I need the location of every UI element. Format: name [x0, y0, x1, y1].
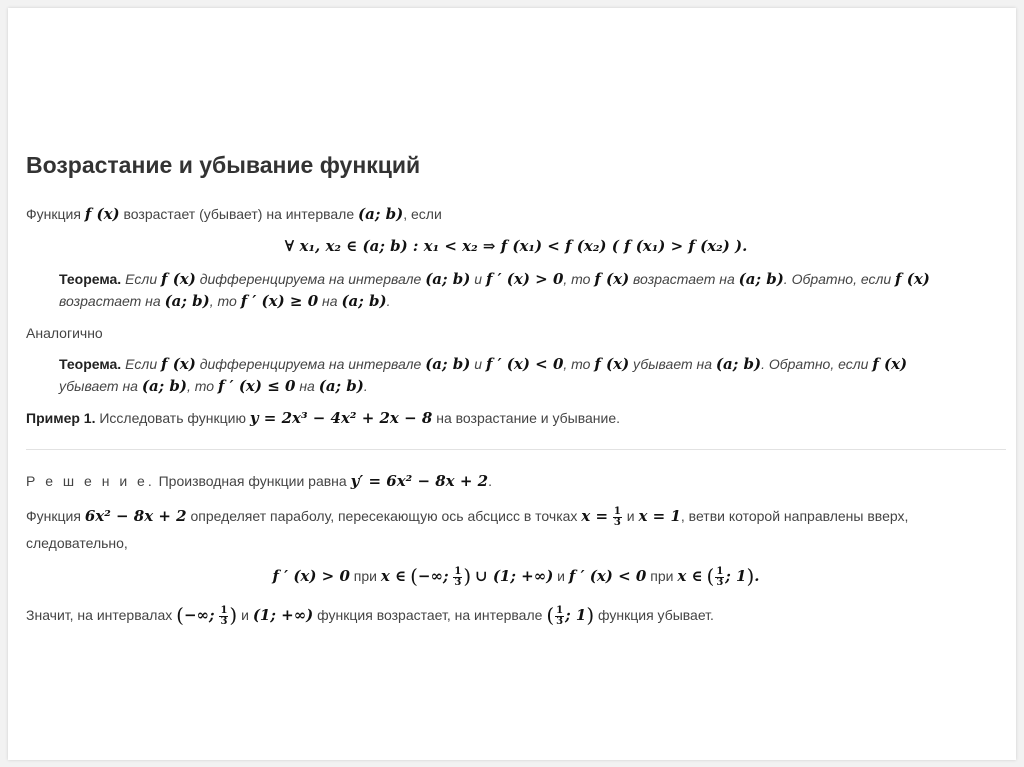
text: Если [121, 271, 162, 287]
math: f (x) [161, 270, 196, 288]
math: (a; b) [425, 270, 471, 288]
math: (a; b) [715, 355, 762, 373]
fraction-numerator: 1 [613, 506, 621, 517]
fraction-denominator: 3 [716, 576, 724, 588]
theorem-1-line-1 [59, 270, 930, 288]
math: . [754, 567, 760, 585]
text: , то [209, 293, 241, 309]
text: и [237, 607, 253, 623]
math: 6x² − 8x + 2 [84, 507, 187, 526]
definition-line [26, 205, 442, 223]
math: (a; b) [425, 355, 471, 373]
math: f ′ (x) > 0 [485, 270, 564, 288]
math: f (x) [872, 355, 908, 373]
paren-open: ( [706, 564, 715, 588]
fraction-numerator: 1 [716, 565, 724, 577]
example-label: Пример 1. [26, 410, 96, 426]
text: при [349, 568, 381, 584]
math-fx: f (x) [84, 205, 120, 223]
text: дифференцируема на интервале [195, 356, 426, 372]
analog-text: Аналогично [26, 325, 103, 341]
text: функция убывает. [594, 607, 714, 623]
theorem-2-line-2 [59, 377, 368, 395]
paren-close: ) [229, 603, 238, 627]
page-title: Возрастание и убывание функций [26, 152, 421, 178]
math: f (x) [594, 270, 630, 288]
text: , то [187, 378, 218, 394]
text: , ветви которой направлены вверх, [680, 508, 909, 525]
text: и [470, 271, 486, 287]
math: x = 1 [638, 507, 681, 526]
text: определяет параболу, пересекающую ось абсцисс в точках [186, 508, 582, 525]
text: возрастает на [59, 293, 165, 309]
math: x ∈ [677, 567, 703, 585]
math: (a; b) [141, 377, 188, 395]
theorem-label: Теорема. [59, 271, 122, 287]
fraction [219, 606, 228, 627]
math: x = [581, 507, 609, 526]
paren-close: ) [746, 564, 755, 588]
math: f (x) [161, 355, 196, 373]
math: f (x) [895, 270, 930, 288]
text: Исследовать функцию [95, 410, 250, 426]
math: f ′ (x) < 0 [568, 567, 647, 585]
parabola-line-1 [26, 507, 908, 528]
fraction-denominator: 3 [454, 576, 462, 588]
text: дифференцируема на интервале [195, 271, 426, 287]
text: и [622, 508, 639, 525]
text: Производная функции равна [154, 473, 351, 489]
math-interval: (a; b) [358, 205, 404, 223]
fraction [715, 567, 724, 588]
parabola-line-2: следовательно, [26, 535, 128, 551]
text: на возрастание и убывание. [432, 410, 621, 426]
solution-line [26, 472, 492, 490]
text: убывает на [629, 356, 716, 372]
conclusion-line [26, 603, 714, 627]
math: f ′ (x) > 0 [272, 567, 350, 585]
math: ; 1 [565, 606, 587, 624]
paren-open: ( [410, 564, 418, 588]
text: Если [121, 356, 162, 372]
example-line [26, 409, 620, 427]
text: . Обратно, если [783, 271, 896, 287]
text: Функция [26, 206, 85, 222]
fraction-numerator: 1 [556, 604, 564, 616]
fraction-denominator: 3 [220, 615, 228, 627]
math: (a; b) [318, 377, 364, 395]
fraction [555, 606, 564, 627]
text: . [363, 378, 368, 394]
text: возрастает на [629, 271, 739, 287]
math: ; 1 [725, 567, 747, 585]
text: , то [563, 271, 595, 287]
text: , то [563, 356, 595, 372]
text: и [553, 568, 569, 584]
text: . Обратно, если [761, 356, 873, 372]
math: (a; b) [341, 292, 387, 310]
divider [26, 449, 1006, 450]
theorem-label: Теорема. [59, 356, 122, 372]
math: −∞; [417, 567, 449, 585]
text: убывает на [59, 378, 142, 394]
text: . [386, 293, 391, 309]
paren-open: ( [176, 603, 184, 627]
math: (a; b) [738, 270, 784, 288]
sign-formula [26, 564, 1006, 588]
text: функция возрастает, на интервале [313, 607, 547, 623]
theorem-2-line-1 [59, 355, 907, 373]
math: −∞; [183, 606, 215, 624]
text: , если [403, 206, 442, 222]
text: на [318, 293, 342, 309]
math: f ′ (x) ≥ 0 [240, 292, 319, 310]
text: и [470, 356, 486, 372]
text: при [646, 568, 678, 584]
math: f (x) [594, 355, 630, 373]
math: (1; +∞) [252, 606, 314, 624]
paren-open: ( [546, 603, 555, 627]
text: Функция [26, 508, 85, 525]
fraction-denominator: 3 [613, 517, 621, 528]
theorem-1-line-2 [59, 292, 391, 310]
solution-label: Р е ш е н и е. [26, 473, 155, 489]
fraction [613, 507, 622, 528]
math: f ′ (x) < 0 [485, 355, 564, 373]
fraction-denominator: 3 [556, 615, 564, 627]
fraction-numerator: 1 [220, 604, 228, 616]
math: y′ = 6x² − 8x + 2 [350, 472, 489, 490]
definition-formula: ∀ x₁, x₂ ∈ (a; b) : x₁ < x₂ ⇒ f (x₁) < f (x₂) ( f (x₁) > f (x₂) ). [284, 237, 748, 255]
math: ∪ (1; +∞) [475, 567, 554, 585]
text: . [488, 473, 492, 489]
math: f ′ (x) ≤ 0 [217, 377, 296, 395]
paren-close: ) [463, 564, 472, 588]
text: возрастает (убывает) на интервале [119, 206, 359, 222]
text: на [295, 378, 319, 394]
text: Значит, на интервалах [26, 607, 177, 623]
math: x ∈ [380, 567, 407, 585]
math: y = 2x³ − 4x² + 2x − 8 [249, 409, 433, 427]
paren-close: ) [586, 603, 595, 627]
fraction [453, 567, 462, 588]
math: (a; b) [164, 292, 210, 310]
fraction-numerator: 1 [454, 565, 462, 577]
slide-page [8, 8, 1016, 760]
